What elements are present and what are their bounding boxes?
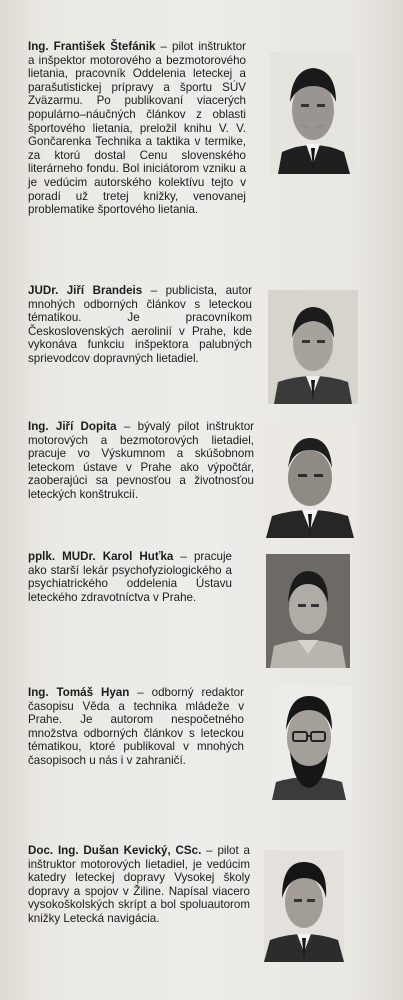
author-description: – odborný redaktor časopisu Věda a technika mládeže v Prahe. Je autorom nespočetného množstva odborných článkov s leteckou tématikou, ktoré publikoval v mnohých časopisoch u nás i v zahraničí. bbox=[28, 686, 244, 767]
author-entry-kevicky bbox=[28, 844, 388, 974]
author-bio bbox=[28, 686, 244, 768]
author-description: – pracuje ako starší lekár psychofyziologického a psychiatrického oddelenia Ústavu leteckého zdravotníctva v Prahe. bbox=[28, 550, 232, 604]
author-name: Ing. František Štefánik bbox=[28, 40, 156, 53]
author-photo bbox=[264, 422, 356, 538]
author-entry-brandeis bbox=[28, 284, 388, 404]
author-name: Ing. Tomáš Hyan bbox=[28, 686, 130, 699]
author-bio bbox=[28, 420, 254, 502]
author-photo bbox=[268, 290, 358, 404]
author-photo bbox=[266, 554, 350, 668]
author-entry-stefanik bbox=[28, 40, 388, 280]
author-entry-hyan bbox=[28, 686, 388, 806]
author-bio bbox=[28, 284, 252, 366]
author-bio bbox=[28, 844, 250, 926]
author-photo bbox=[270, 52, 356, 174]
author-name: JUDr. Jiří Brandeis bbox=[28, 284, 143, 297]
author-photo bbox=[266, 686, 352, 800]
author-photo bbox=[264, 850, 344, 962]
author-entry-hutka bbox=[28, 550, 388, 670]
author-description: – bývalý pilot inštruktor motorových a bezmotorových lietadiel, pracuje vo Výskumnom a skúšobnom leteckom ústave v Prahe ako výpočtár, zaoberajúci sa pevnosťou a životnosťou leteckých konštrukcií. bbox=[28, 420, 254, 501]
author-bio bbox=[28, 40, 246, 217]
author-name: pplk. MUDr. Karol Huťka bbox=[28, 550, 174, 563]
author-description: – pilot a inštruktor motorových lietadiel, je vedúcim katedry leteckej dopravy Vysokej školy dopravy a spojov v Žiline. Napísal viacero vysokoškolských skrípt a bol spoluautorom knižky Letecká navigácia. bbox=[28, 844, 250, 925]
author-description: – pilot inštruktor a inšpektor motorového a bezmotorového lietania, pracovník Oddelenia leteckej a parašutistickej prípravy a športu SÚV Zväzarmu. Po publikovaní viacerých populárno–náučných článkov z oblasti športového lietania, preložil knihu V. V. Gončarenka Technika a taktika v termike, za ktorú dostal Cenu slovenského literárneho fondu. Bol iniciátorom vzniku a je vedúcim autorského kolektívu tejto v poradí už tretej knižky, venovanej problematike športového lietania. bbox=[28, 40, 247, 217]
author-entry-dopita bbox=[28, 420, 388, 540]
author-description: – publicista, autor mnohých odborných článkov s leteckou tématikou. Je pracovníkom Československých aerolinií v Prahe, kde vykonáva funkciu inšpektora palubných sprievodcov dopravných lietadiel. bbox=[28, 284, 253, 365]
author-name: Doc. Ing. Dušan Kevický, CSc. bbox=[28, 844, 202, 857]
author-name: Ing. Jiří Dopita bbox=[28, 420, 117, 433]
author-bio bbox=[28, 550, 232, 604]
